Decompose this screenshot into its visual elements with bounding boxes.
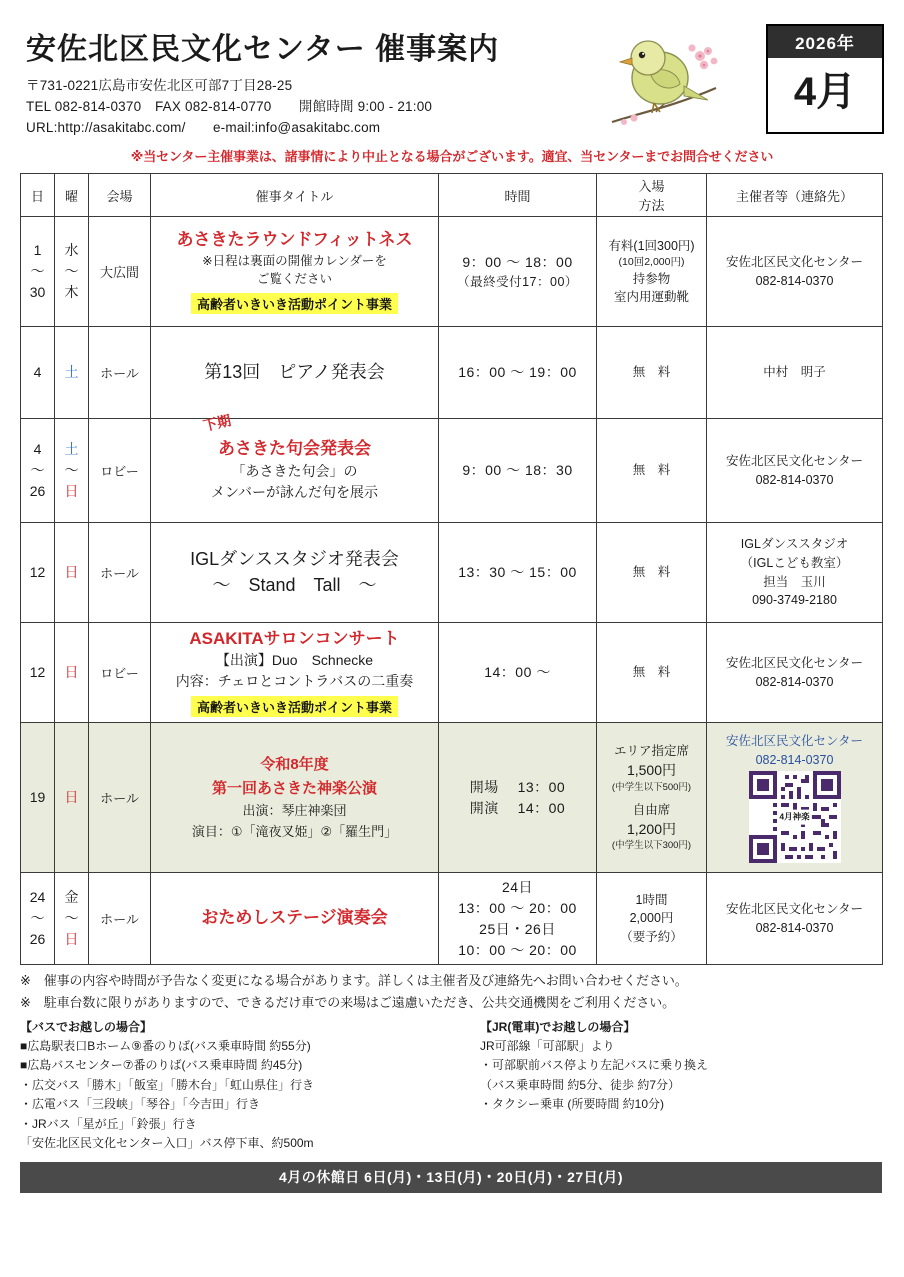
doors-open-label: 開場 bbox=[469, 778, 499, 795]
fee-line-1: 有料(1回300円) bbox=[608, 238, 695, 253]
month-label: 4月 bbox=[793, 70, 857, 114]
access-info bbox=[20, 1018, 882, 1154]
table-row bbox=[21, 217, 883, 327]
col-header-admission-line1: 入場 bbox=[638, 179, 665, 194]
cell-title bbox=[151, 623, 439, 723]
cell-time: 9：00 〜 18：30 bbox=[439, 419, 597, 523]
cell-organizer: 中村 明子 bbox=[707, 327, 883, 419]
cancellation-notice: ※当センター主催事業は、諸事情により中止となる場合がございます。適宜、当センターまでお問合せください bbox=[130, 149, 774, 164]
contact-block bbox=[26, 76, 884, 139]
organizer-phone: 082-814-0370 bbox=[755, 752, 834, 767]
shimoki-stamp: 下期 bbox=[201, 412, 233, 434]
cell-organizer bbox=[707, 723, 883, 873]
cell-day bbox=[21, 217, 55, 327]
cell-admission: 無 料 bbox=[597, 419, 707, 523]
col-header-organizer: 主催者等（連絡先） bbox=[707, 174, 883, 217]
organizer-phone: 082-814-0370 bbox=[755, 273, 834, 288]
day-sep: 〜 bbox=[30, 462, 45, 478]
access-jr-line-4: ・タクシー乗車 (所要時間 約10分) bbox=[480, 1097, 665, 1112]
cell-dow: 日 bbox=[55, 623, 89, 723]
event-program: 演目：①「滝夜叉姫」②「羅生門」 bbox=[191, 823, 398, 839]
access-jr-line-2: ・可部駅前バス停より左記バスに乗り換え bbox=[480, 1058, 709, 1073]
cell-day: 4 bbox=[21, 327, 55, 419]
cell-title bbox=[151, 723, 439, 873]
table-row bbox=[21, 523, 883, 623]
fee-free-student: (中学生以下300円) bbox=[611, 839, 692, 851]
col-header-admission bbox=[597, 174, 707, 217]
table-row bbox=[21, 327, 883, 419]
organizer-phone: 082-814-0370 bbox=[755, 472, 834, 487]
cell-admission: 無 料 bbox=[597, 523, 707, 623]
cell-organizer bbox=[707, 419, 883, 523]
events-table bbox=[20, 173, 883, 965]
day-sep: 〜 bbox=[30, 910, 45, 926]
footnote-1: ※ 催事の内容や時間が予告なく変更になる場合があります。詳しくは主催者及び連絡先へお問い合わせください。 bbox=[20, 973, 688, 988]
access-bus-line-1: ■広島駅表口Bホーム⑨番のりば(バス乗車時間 約55分) bbox=[20, 1039, 311, 1054]
day-end: 26 bbox=[29, 483, 46, 499]
phone-line: TEL 082-814-0370 FAX 082-814-0770 開館時間 9:00 - 21:00 bbox=[26, 98, 433, 114]
access-jr-line-3: （バス乗車時間 約5分、徒歩 約7分） bbox=[480, 1077, 681, 1092]
cell-day: 12 bbox=[21, 523, 55, 623]
cell-time bbox=[439, 723, 597, 873]
cell-day bbox=[21, 873, 55, 965]
dow-start: 金 bbox=[64, 889, 79, 905]
cell-admission: 無 料 bbox=[597, 327, 707, 419]
time-line-1: 9：00 〜 18：00 bbox=[462, 253, 573, 270]
start-row bbox=[442, 798, 593, 819]
table-row bbox=[21, 723, 883, 873]
cell-admission bbox=[597, 217, 707, 327]
access-bus-heading: 【バスでお越しの場合】 bbox=[20, 1019, 153, 1034]
cell-time bbox=[439, 217, 597, 327]
event-title: あさきた句会発表会 bbox=[218, 439, 371, 459]
time-date-2: 25日・26日 bbox=[479, 920, 556, 937]
organizer-name: IGLダンススタジオ bbox=[740, 537, 849, 551]
cell-venue: ロビー bbox=[89, 419, 151, 523]
fee-line-4: 室内用運動靴 bbox=[613, 290, 689, 305]
cell-admission bbox=[597, 873, 707, 965]
cell-time: 16：00 〜 19：00 bbox=[439, 327, 597, 419]
cell-venue: 大広間 bbox=[89, 217, 151, 327]
year-label: 2026年 bbox=[768, 26, 882, 58]
access-jr-heading: 【JR(電車)でお越しの場合】 bbox=[480, 1019, 636, 1034]
footnote-2: ※ 駐車台数に限りがありますので、できるだけ車での来場はご遠慮いただき、公共交通機関をご利用ください。 bbox=[20, 994, 676, 1010]
table-row bbox=[21, 873, 883, 965]
event-title-line2: 第一回あさきた神楽公演 bbox=[211, 779, 377, 797]
fee-amount: 2,000円 bbox=[629, 911, 674, 926]
dow-sep: 〜 bbox=[64, 263, 79, 279]
cell-day: 12 bbox=[21, 623, 55, 723]
time-line-2: （最終受付17：00） bbox=[457, 274, 578, 289]
event-title: 第13回 ピアノ発表会 bbox=[204, 361, 385, 382]
col-header-admission-line2: 方法 bbox=[638, 198, 665, 213]
fee-line-2: (10回2,000円) bbox=[618, 255, 685, 268]
fee-line-3: 持参物 bbox=[632, 272, 671, 287]
event-subtitle-1: ※日程は裏面の開催カレンダーを bbox=[202, 254, 387, 269]
event-title-line2: 〜 Stand Tall 〜 bbox=[212, 574, 377, 595]
organizer-phone: 082-814-0370 bbox=[755, 920, 834, 935]
cell-dow: 日 bbox=[55, 523, 89, 623]
dow-end: 日 bbox=[64, 931, 79, 947]
time-range-2: 10：00 〜 20：00 bbox=[458, 941, 577, 958]
organizer-phone: 082-814-0370 bbox=[755, 674, 834, 689]
access-jr bbox=[480, 1018, 880, 1154]
cell-dow bbox=[55, 873, 89, 965]
header bbox=[20, 24, 884, 144]
cell-organizer bbox=[707, 623, 883, 723]
cell-dow: 土 bbox=[55, 327, 89, 419]
table-header-row bbox=[21, 174, 883, 217]
start-time: 14：00 bbox=[517, 799, 566, 816]
table-row bbox=[21, 419, 883, 523]
event-performers: 【出演】Duo Schnecke bbox=[215, 652, 374, 669]
event-performers: 出演：琴庄神楽団 bbox=[242, 802, 347, 818]
cell-dow: 日 bbox=[55, 723, 89, 873]
footnotes bbox=[20, 971, 882, 1193]
day-end: 26 bbox=[29, 931, 46, 947]
cell-organizer bbox=[707, 523, 883, 623]
qr-code-label: 4月神楽 bbox=[777, 810, 811, 825]
cell-admission bbox=[597, 723, 707, 873]
access-bus bbox=[20, 1018, 480, 1154]
access-bus-line-5: ・JRバス「星が丘」「鈴張」行き bbox=[20, 1116, 197, 1131]
organizer-contact-person: 担当 玉川 bbox=[763, 574, 826, 589]
access-jr-line-1: JR可部線「可部駅」より bbox=[480, 1039, 615, 1054]
col-header-day: 日 bbox=[21, 174, 55, 217]
cell-title bbox=[151, 327, 439, 419]
doors-open-time: 13：00 bbox=[517, 778, 566, 795]
dow-start: 水 bbox=[64, 242, 79, 258]
cell-admission: 無 料 bbox=[597, 623, 707, 723]
organizer-name: 安佐北区民文化センター bbox=[725, 453, 863, 468]
day-start: 24 bbox=[29, 889, 46, 905]
event-subtitle-2: ご覧ください bbox=[256, 272, 332, 287]
cell-time: 14：00 〜 bbox=[439, 623, 597, 723]
date-box bbox=[766, 24, 884, 134]
dow-end: 木 bbox=[64, 284, 79, 300]
access-bus-line-6: 「安佐北区民文化センター入口」バス停下車、約500m bbox=[20, 1136, 314, 1151]
event-title: ASAKITAサロンコンサート bbox=[189, 628, 400, 648]
day-sep: 〜 bbox=[30, 263, 45, 279]
cell-venue: ホール bbox=[89, 723, 151, 873]
cell-dow bbox=[55, 419, 89, 523]
cell-venue: ロビー bbox=[89, 623, 151, 723]
points-program-badge: 高齢者いきいき活動ポイント事業 bbox=[191, 696, 398, 717]
cell-title bbox=[151, 873, 439, 965]
event-title: おためしステージ演奏会 bbox=[201, 908, 388, 928]
cell-organizer bbox=[707, 217, 883, 327]
day-start: 1 bbox=[33, 242, 42, 258]
fee-free-label: 自由席 bbox=[632, 802, 671, 817]
organizer-name: 安佐北区民文化センター bbox=[725, 901, 863, 916]
time-date-1: 24日 bbox=[501, 878, 534, 895]
event-title: IGLダンススタジオ発表会 bbox=[190, 549, 399, 570]
organizer-name: 安佐北区民文化センター bbox=[725, 733, 863, 748]
organizer-name: 安佐北区民文化センター bbox=[725, 655, 863, 670]
cell-dow bbox=[55, 217, 89, 327]
cell-venue: ホール bbox=[89, 327, 151, 419]
cell-day bbox=[21, 419, 55, 523]
dow-sep: 〜 bbox=[64, 910, 79, 926]
day-end: 30 bbox=[29, 284, 46, 300]
dow-start: 土 bbox=[64, 441, 79, 457]
fee-note: （要予約） bbox=[620, 929, 683, 944]
day-start: 4 bbox=[33, 441, 42, 457]
table-row bbox=[21, 623, 883, 723]
postal-address: 〒731-0221広島市安佐北区可部7丁目28-25 bbox=[26, 78, 293, 93]
event-subtitle-2: メンバーが詠んだ句を展示 bbox=[210, 483, 379, 500]
cell-organizer bbox=[707, 873, 883, 965]
fee-free-price: 1,200円 bbox=[626, 820, 677, 837]
cell-time: 13：30 〜 15：00 bbox=[439, 523, 597, 623]
col-header-dow: 曜 bbox=[55, 174, 89, 217]
time-range-1: 13：00 〜 20：00 bbox=[458, 899, 577, 916]
cell-title bbox=[151, 412, 439, 523]
points-program-badge: 高齢者いきいき活動ポイント事業 bbox=[191, 293, 398, 314]
fee-reserved-student: (中学生以下500円) bbox=[611, 781, 692, 793]
page-title: 安佐北区民文化センター 催事案内 bbox=[26, 33, 500, 66]
col-header-title: 催事タイトル bbox=[151, 174, 439, 217]
event-subtitle-1: 「あさきた句会」の bbox=[231, 462, 358, 479]
col-header-venue: 会場 bbox=[89, 174, 151, 217]
cell-venue: ホール bbox=[89, 523, 151, 623]
cell-day: 19 bbox=[21, 723, 55, 873]
cell-venue: ホール bbox=[89, 873, 151, 965]
fee-unit: 1時間 bbox=[635, 893, 668, 908]
dow-end: 日 bbox=[64, 483, 79, 499]
fee-reserved-price: 1,500円 bbox=[626, 762, 677, 779]
event-title-line1: 令和8年度 bbox=[260, 755, 329, 773]
qr-code-wrapper bbox=[710, 771, 879, 863]
qr-code[interactable] bbox=[749, 771, 841, 863]
bird-illustration bbox=[604, 26, 724, 136]
access-bus-line-2: ■広島バスセンター⑦番のりば(バス乗車時間 約45分) bbox=[20, 1058, 303, 1073]
organizer-sub: （IGLこども教室） bbox=[740, 555, 849, 570]
fee-reserved-label: エリア指定席 bbox=[613, 744, 689, 759]
cell-time bbox=[439, 873, 597, 965]
cell-title bbox=[151, 217, 439, 327]
col-header-time: 時間 bbox=[439, 174, 597, 217]
cell-title bbox=[151, 523, 439, 623]
event-title: あさきたラウンドフィットネス bbox=[176, 230, 413, 250]
access-bus-line-4: ・広電バス「三段峡」「琴谷」「今吉田」行き bbox=[20, 1097, 261, 1112]
doors-open-row bbox=[442, 777, 593, 798]
start-label: 開演 bbox=[469, 799, 499, 816]
access-bus-line-3: ・広交バス「勝木」「飯室」「勝木台」「虹山県住」行き bbox=[20, 1077, 315, 1092]
event-description: 内容：チェロとコントラバスの二重奏 bbox=[175, 673, 414, 690]
organizer-name: 安佐北区民文化センター bbox=[725, 254, 863, 269]
closed-days-bar: 4月の休館日 6日(月)・13日(月)・20日(月)・27日(月) bbox=[20, 1162, 882, 1193]
url-line: URL:http://asakitabc.com/ e-mail:info@asakitabc.com bbox=[26, 119, 381, 135]
dow-sep: 〜 bbox=[64, 462, 79, 478]
organizer-phone: 090-3749-2180 bbox=[752, 593, 837, 608]
